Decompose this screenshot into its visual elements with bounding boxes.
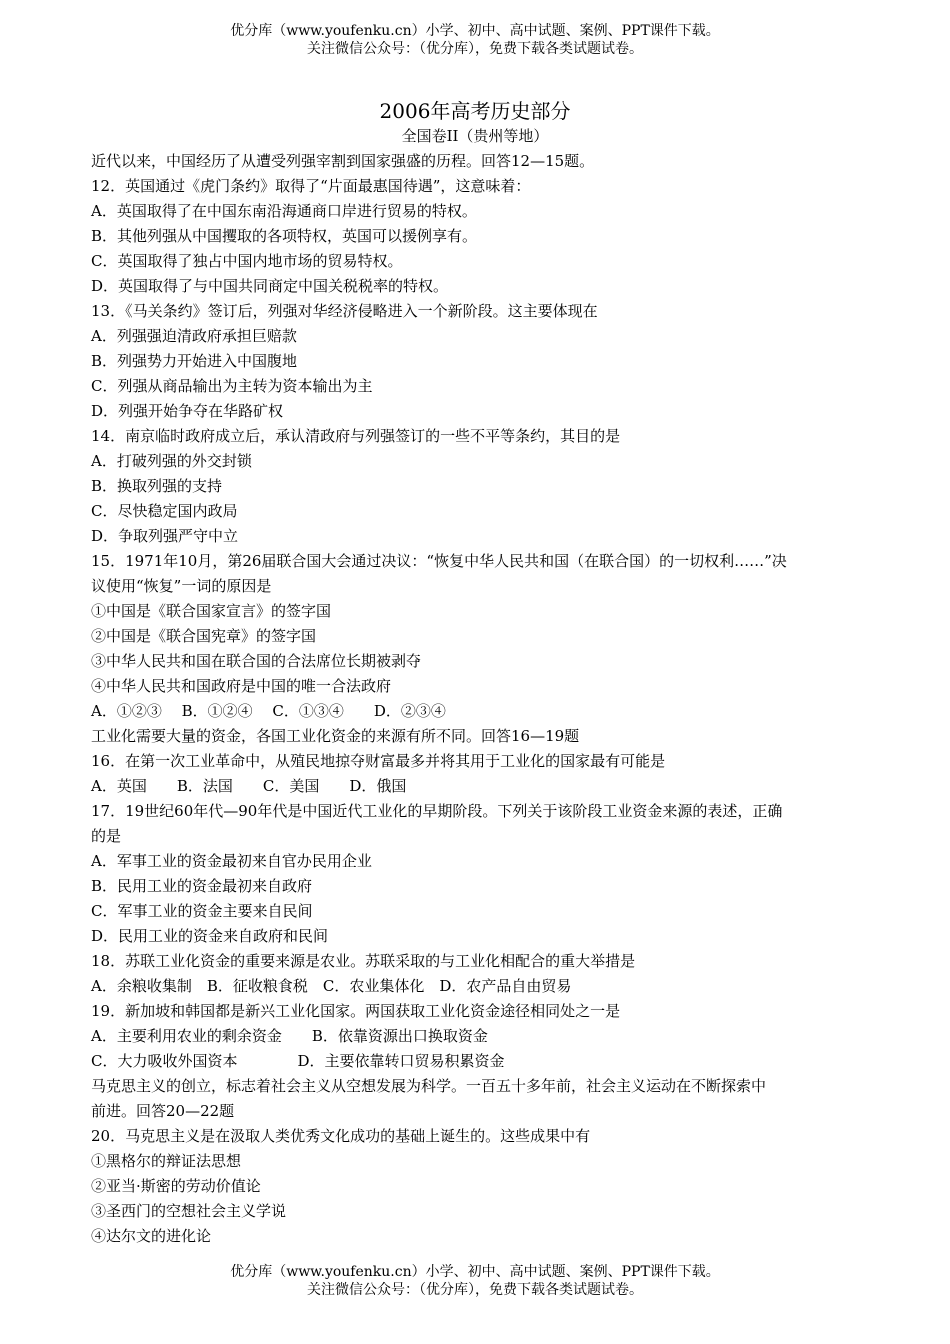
text-line: 17．19世纪60年代—90年代是中国近代工业化的早期阶段。下列关于该阶段工业资金来源的表述，正确 <box>91 802 783 820</box>
text-line: A．列强强迫清政府承担巨赔款 <box>91 327 297 345</box>
text-line: 的是 <box>91 827 122 845</box>
text-line: 13．《马关条约》签订后，列强对华经济侵略进入一个新阶段。这主要体现在 <box>91 302 598 320</box>
text-line: ④中华人民共和国政府是中国的唯一合法政府 <box>91 677 392 695</box>
text-line: C．军事工业的资金主要来自民间 <box>91 902 313 920</box>
text-line: B．列强势力开始进入中国腹地 <box>91 352 298 370</box>
text-line: ④达尔文的进化论 <box>91 1227 212 1245</box>
text-line: 工业化需要大量的资金，各国工业化资金的来源有所不同。回答16—19题 <box>91 727 580 745</box>
text-line: ③中华人民共和国在联合国的合法席位长期被剥夺 <box>91 652 422 670</box>
text-line: 12．英国通过《虎门条约》取得了“片面最惠国待遇”，这意味着： <box>91 177 531 195</box>
text-line: D．列强开始争夺在华路矿权 <box>91 402 284 420</box>
document-title: 2006年高考历史部分 <box>379 99 571 123</box>
text-line: 马克思主义的创立，标志着社会主义从空想发展为科学。一百五十多年前，社会主义运动在不断探索中 <box>91 1077 767 1095</box>
text-line: B．民用工业的资金最初来自政府 <box>91 877 313 895</box>
text-line: C．尽快稳定国内政局 <box>91 502 238 520</box>
text-line: 前进。回答20—22题 <box>91 1102 235 1120</box>
text-line: ①黑格尔的辩证法思想 <box>91 1152 242 1170</box>
text-line: B．换取列强的支持 <box>91 477 223 495</box>
text-line: D．民用工业的资金来自政府和民间 <box>91 927 329 945</box>
text-line: D．争取列强严守中立 <box>91 527 239 545</box>
text-line: A．打破列强的外交封锁 <box>91 452 252 470</box>
text-line: 19．新加坡和韩国都是新兴工业化国家。两国获取工业化资金途径相同处之一是 <box>91 1002 621 1020</box>
text-line: A．军事工业的资金最初来自官办民用企业 <box>91 852 372 870</box>
page-header <box>0 22 950 58</box>
text-line: A．英国 B．法国 C．美国 D．俄国 <box>91 777 407 795</box>
text-line: A．英国取得了在中国东南沿海通商口岸进行贸易的特权。 <box>91 202 477 220</box>
text-line: C．英国取得了独占中国内地市场的贸易特权。 <box>91 252 403 270</box>
text-line: ①中国是《联合国家宣言》的签字国 <box>91 602 332 620</box>
document-body <box>91 149 863 1249</box>
text-line: ②中国是《联合国宪章》的签字国 <box>91 627 317 645</box>
text-line: 15．1971年10月，第26届联合国大会通过决议：“恢复中华人民共和国（在联合国）的一切权利……”决 <box>91 552 787 570</box>
text-line: D．英国取得了与中国共同商定中国关税税率的特权。 <box>91 277 449 295</box>
header-line-1: 优分库（www.youfenku.cn）小学、初中、高中试题、案例、PPT课件下载。 <box>230 23 720 39</box>
footer-line-1: 优分库（www.youfenku.cn）小学、初中、高中试题、案例、PPT课件下载。 <box>230 1264 720 1280</box>
text-line: C．大力吸收外国资本 D．主要依靠转口贸易积累资金 <box>91 1052 505 1070</box>
header-line-2: 关注微信公众号：（优分库），免费下载各类试题试卷。 <box>307 41 643 57</box>
text-line: 14．南京临时政府成立后，承认清政府与列强签订的一些不平等条约，其目的是 <box>91 427 621 445</box>
text-line: 近代以来，中国经历了从遭受列强宰割到国家强盛的历程。回答12—15题。 <box>91 152 595 170</box>
text-line: 议使用“恢复”一词的原因是 <box>91 577 272 595</box>
footer-line-2: 关注微信公众号：（优分库），免费下载各类试题试卷。 <box>307 1282 643 1298</box>
text-line: 18．苏联工业化资金的重要来源是农业。苏联采取的与工业化相配合的重大举措是 <box>91 952 636 970</box>
text-line: 16．在第一次工业革命中，从殖民地掠夺财富最多并将其用于工业化的国家最有可能是 <box>91 752 666 770</box>
text-line: ③圣西门的空想社会主义学说 <box>91 1202 287 1220</box>
text-line: C．列强从商品输出为主转为资本输出为主 <box>91 377 373 395</box>
page-footer <box>0 1263 950 1299</box>
document-subtitle: 全国卷II（贵州等地） <box>401 127 549 145</box>
text-line: A．余粮收集制 B．征收粮食税 C．农业集体化 D．农产品自由贸易 <box>91 977 572 995</box>
text-line: 20．马克思主义是在汲取人类优秀文化成功的基础上诞生的。这些成果中有 <box>91 1127 591 1145</box>
text-line: ②亚当·斯密的劳动价值论 <box>91 1177 261 1195</box>
text-line: A．①②③ B．①②④ C．①③④ D．②③④ <box>91 702 446 720</box>
text-line: B．其他列强从中国攫取的各项特权，英国可以援例享有。 <box>91 227 478 245</box>
text-line: A．主要利用农业的剩余资金 B．依靠资源出口换取资金 <box>91 1027 488 1045</box>
